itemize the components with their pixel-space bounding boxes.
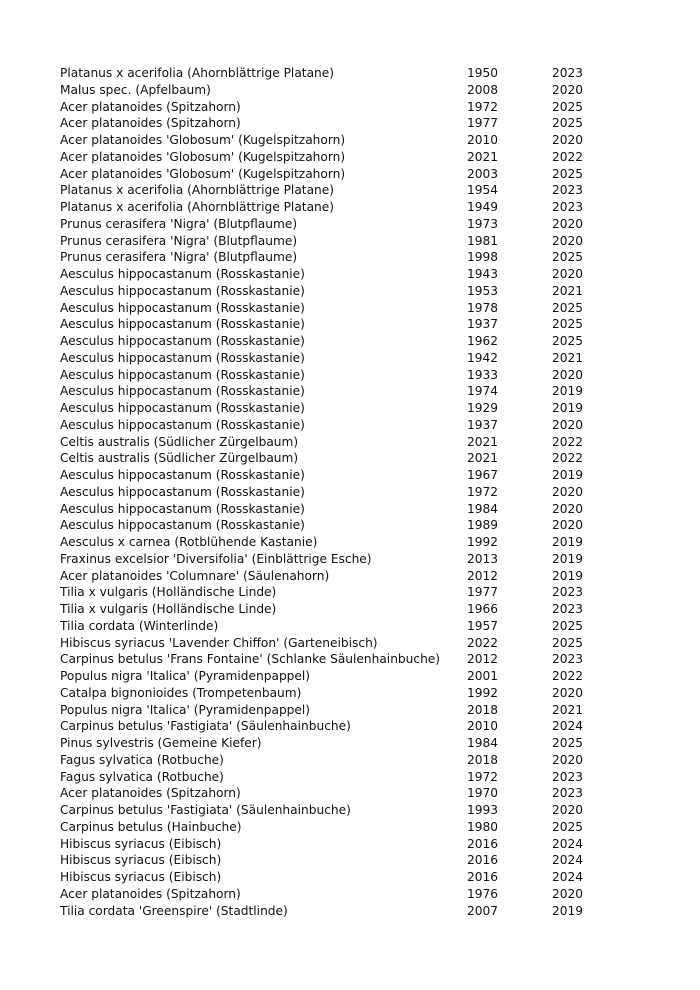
species-cell: Platanus x acerifolia (Ahornblättrige Platane) <box>60 200 335 214</box>
year-a-cell: 1949 <box>467 200 499 214</box>
table-row <box>60 233 620 250</box>
species-cell: Hibiscus syriacus 'Lavender Chiffon' (Garteneibisch) <box>60 635 378 650</box>
table-row <box>60 484 620 501</box>
year-a-cell: 1953 <box>467 283 499 298</box>
table-row <box>60 618 620 635</box>
year-a-cell: 1974 <box>467 384 499 399</box>
year-b-cell: 2019 <box>552 535 584 549</box>
year-a-cell: 1998 <box>467 250 499 265</box>
year-a-cell: 1962 <box>467 334 499 348</box>
species-cell: Acer platanoides 'Globosum' (Kugelspitzahorn) <box>60 133 346 147</box>
species-cell: Hibiscus syriacus (Eibisch) <box>60 870 222 884</box>
table-row <box>60 350 620 367</box>
year-b-cell: 2024 <box>552 870 584 884</box>
year-b-cell: 2025 <box>552 116 584 131</box>
year-a-cell: 1978 <box>467 300 499 315</box>
table-row <box>60 903 620 920</box>
species-cell: Acer platanoides (Spitzahorn) <box>60 886 241 901</box>
year-b-cell: 2020 <box>552 417 584 432</box>
species-cell: Aesculus hippocastanum (Rosskastanie) <box>60 484 305 499</box>
year-b-cell: 2025 <box>552 250 584 265</box>
year-b-cell: 2020 <box>552 886 584 901</box>
species-cell: Fraxinus excelsior 'Diversifolia' (Einblättrige Esche) <box>60 551 372 566</box>
table-row <box>60 166 620 183</box>
year-a-cell: 1977 <box>467 116 499 131</box>
year-a-cell: 2010 <box>467 133 499 147</box>
species-cell: Aesculus hippocastanum (Rosskastanie) <box>60 334 305 348</box>
species-cell: Fagus sylvatica (Rotbuche) <box>60 769 224 784</box>
species-cell: Platanus x acerifolia (Ahornblättrige Platane) <box>60 66 335 80</box>
table-row <box>60 266 620 283</box>
table-row <box>60 501 620 518</box>
species-cell: Acer platanoides (Spitzahorn) <box>60 99 241 114</box>
species-cell: Prunus cerasifera 'Nigra' (Blutpflaume) <box>60 250 298 265</box>
year-a-cell: 1970 <box>467 786 499 801</box>
year-b-cell: 2023 <box>552 183 584 198</box>
table-row <box>60 434 620 451</box>
year-a-cell: 2003 <box>467 166 499 181</box>
year-b-cell: 2020 <box>552 82 584 97</box>
table-row <box>60 886 620 903</box>
year-b-cell: 2023 <box>552 66 584 80</box>
year-b-cell: 2022 <box>552 149 584 164</box>
year-a-cell: 2013 <box>467 551 499 566</box>
year-a-cell: 1937 <box>467 417 499 432</box>
table-row <box>60 333 620 350</box>
species-cell: Tilia cordata 'Greenspire' (Stadtlinde) <box>60 903 288 918</box>
year-b-cell: 2019 <box>552 384 584 399</box>
year-a-cell: 2012 <box>467 568 499 583</box>
year-a-cell: 1954 <box>467 183 499 198</box>
year-b-cell: 2020 <box>552 803 584 817</box>
table-row <box>60 635 620 652</box>
year-a-cell: 2022 <box>467 635 499 650</box>
year-a-cell: 1937 <box>467 317 499 332</box>
table-row <box>60 584 620 601</box>
year-a-cell: 2021 <box>467 451 499 466</box>
species-cell: Aesculus x carnea (Rotblühende Kastanie) <box>60 535 318 549</box>
species-cell: Carpinus betulus 'Frans Fontaine' (Schlanke Säulenhainbuche) <box>60 652 441 667</box>
species-cell: Aesculus hippocastanum (Rosskastanie) <box>60 350 305 365</box>
year-a-cell: 2018 <box>467 752 499 767</box>
table-row <box>60 99 620 116</box>
year-a-cell: 1984 <box>467 736 499 750</box>
table-row <box>60 651 620 668</box>
species-cell: Populus nigra 'Italica' (Pyramidenpappel) <box>60 669 311 683</box>
table-row <box>60 769 620 786</box>
table-row <box>60 668 620 685</box>
year-b-cell: 2020 <box>552 133 584 147</box>
species-cell: Celtis australis (Südlicher Zürgelbaum) <box>60 434 299 449</box>
species-cell: Hibiscus syriacus (Eibisch) <box>60 836 222 851</box>
table-row <box>60 132 620 149</box>
table-row <box>60 852 620 869</box>
year-a-cell: 1972 <box>467 769 499 784</box>
year-a-cell: 1933 <box>467 367 499 382</box>
year-b-cell: 2025 <box>552 99 584 114</box>
table-row <box>60 467 620 484</box>
table-row <box>60 249 620 266</box>
year-b-cell: 2025 <box>552 819 584 834</box>
year-b-cell: 2025 <box>552 618 584 633</box>
species-cell: Acer platanoides 'Columnare' (Säulenahorn) <box>60 568 330 583</box>
year-b-cell: 2021 <box>552 350 584 365</box>
species-cell: Populus nigra 'Italica' (Pyramidenpappel) <box>60 702 311 717</box>
year-a-cell: 1966 <box>467 602 499 616</box>
species-cell: Acer platanoides (Spitzahorn) <box>60 786 241 801</box>
year-a-cell: 2008 <box>467 82 499 97</box>
table-row <box>60 551 620 568</box>
table-row <box>60 802 620 819</box>
year-a-cell: 1972 <box>467 99 499 114</box>
year-a-cell: 1977 <box>467 585 499 600</box>
table-row <box>60 216 620 233</box>
year-a-cell: 2018 <box>467 702 499 717</box>
year-b-cell: 2022 <box>552 669 584 683</box>
year-b-cell: 2023 <box>552 200 584 214</box>
year-a-cell: 2016 <box>467 870 499 884</box>
year-a-cell: 1973 <box>467 216 499 231</box>
table-row <box>60 115 620 132</box>
table-row <box>60 568 620 585</box>
species-cell: Fagus sylvatica (Rotbuche) <box>60 752 224 767</box>
year-b-cell: 2020 <box>552 752 584 767</box>
table-row <box>60 819 620 836</box>
year-b-cell: 2019 <box>552 903 584 918</box>
year-a-cell: 2007 <box>467 903 499 918</box>
year-a-cell: 1929 <box>467 401 499 415</box>
year-b-cell: 2023 <box>552 585 584 600</box>
table-row <box>60 534 620 551</box>
species-cell: Prunus cerasifera 'Nigra' (Blutpflaume) <box>60 233 298 248</box>
year-b-cell: 2023 <box>552 769 584 784</box>
year-a-cell: 2012 <box>467 652 499 667</box>
table-row <box>60 65 620 82</box>
table-row <box>60 450 620 467</box>
year-b-cell: 2025 <box>552 334 584 348</box>
species-cell: Aesculus hippocastanum (Rosskastanie) <box>60 283 305 298</box>
table-row <box>60 199 620 216</box>
year-b-cell: 2020 <box>552 233 584 248</box>
year-b-cell: 2020 <box>552 216 584 231</box>
species-cell: Carpinus betulus 'Fastigiata' (Säulenhainbuche) <box>60 719 351 734</box>
table-row <box>60 718 620 735</box>
year-b-cell: 2020 <box>552 685 584 700</box>
table-row <box>60 417 620 434</box>
table-row <box>60 869 620 886</box>
table-row <box>60 383 620 400</box>
year-a-cell: 2021 <box>467 434 499 449</box>
year-b-cell: 2019 <box>552 468 584 482</box>
year-a-cell: 1976 <box>467 886 499 901</box>
table-row <box>60 702 620 719</box>
year-a-cell: 1981 <box>467 233 499 248</box>
table-row <box>60 82 620 99</box>
species-cell: Carpinus betulus 'Fastigiata' (Säulenhainbuche) <box>60 803 351 817</box>
tree-table <box>60 65 620 919</box>
species-cell: Aesculus hippocastanum (Rosskastanie) <box>60 367 305 382</box>
year-a-cell: 1950 <box>467 66 499 80</box>
species-cell: Hibiscus syriacus (Eibisch) <box>60 853 222 868</box>
table-row <box>60 785 620 802</box>
table-row <box>60 182 620 199</box>
year-b-cell: 2022 <box>552 434 584 449</box>
species-cell: Acer platanoides (Spitzahorn) <box>60 116 241 131</box>
year-b-cell: 2019 <box>552 568 584 583</box>
species-cell: Aesculus hippocastanum (Rosskastanie) <box>60 317 305 332</box>
year-b-cell: 2019 <box>552 551 584 566</box>
year-a-cell: 1992 <box>467 535 499 549</box>
table-row <box>60 149 620 166</box>
species-cell: Aesculus hippocastanum (Rosskastanie) <box>60 417 305 432</box>
table-row <box>60 685 620 702</box>
year-b-cell: 2023 <box>552 786 584 801</box>
table-row <box>60 283 620 300</box>
species-cell: Platanus x acerifolia (Ahornblättrige Platane) <box>60 183 335 198</box>
species-cell: Aesculus hippocastanum (Rosskastanie) <box>60 267 305 281</box>
species-cell: Carpinus betulus (Hainbuche) <box>60 819 242 834</box>
year-b-cell: 2020 <box>552 518 584 533</box>
year-b-cell: 2025 <box>552 635 584 650</box>
year-b-cell: 2020 <box>552 267 584 281</box>
species-cell: Tilia cordata (Winterlinde) <box>60 618 219 633</box>
table-row <box>60 367 620 384</box>
species-cell: Aesculus hippocastanum (Rosskastanie) <box>60 401 305 415</box>
species-cell: Aesculus hippocastanum (Rosskastanie) <box>60 518 305 533</box>
year-a-cell: 2010 <box>467 719 499 734</box>
species-cell: Acer platanoides 'Globosum' (Kugelspitzahorn) <box>60 166 346 181</box>
year-b-cell: 2020 <box>552 367 584 382</box>
table-row <box>60 735 620 752</box>
species-cell: Acer platanoides 'Globosum' (Kugelspitzahorn) <box>60 149 346 164</box>
table-row <box>60 316 620 333</box>
year-a-cell: 2016 <box>467 853 499 868</box>
table-row <box>60 300 620 317</box>
species-cell: Pinus sylvestris (Gemeine Kiefer) <box>60 736 262 750</box>
year-a-cell: 2016 <box>467 836 499 851</box>
year-b-cell: 2020 <box>552 484 584 499</box>
year-b-cell: 2020 <box>552 501 584 516</box>
year-a-cell: 1992 <box>467 685 499 700</box>
year-a-cell: 1942 <box>467 350 499 365</box>
year-a-cell: 1989 <box>467 518 499 533</box>
year-b-cell: 2024 <box>552 836 584 851</box>
species-cell: Celtis australis (Südlicher Zürgelbaum) <box>60 451 299 466</box>
year-a-cell: 1980 <box>467 819 499 834</box>
year-a-cell: 1957 <box>467 618 499 633</box>
table-row <box>60 601 620 618</box>
year-b-cell: 2022 <box>552 451 584 466</box>
species-cell: Malus spec. (Apfelbaum) <box>60 82 211 97</box>
species-cell: Prunus cerasifera 'Nigra' (Blutpflaume) <box>60 216 298 231</box>
year-a-cell: 1943 <box>467 267 499 281</box>
species-cell: Tilia x vulgaris (Holländische Linde) <box>60 585 277 600</box>
species-cell: Aesculus hippocastanum (Rosskastanie) <box>60 384 305 399</box>
table-row <box>60 836 620 853</box>
year-b-cell: 2024 <box>552 853 584 868</box>
species-cell: Aesculus hippocastanum (Rosskastanie) <box>60 468 305 482</box>
year-a-cell: 1993 <box>467 803 499 817</box>
year-b-cell: 2024 <box>552 719 584 734</box>
species-cell: Aesculus hippocastanum (Rosskastanie) <box>60 300 305 315</box>
species-cell: Catalpa bignonioides (Trompetenbaum) <box>60 685 302 700</box>
year-b-cell: 2025 <box>552 300 584 315</box>
species-cell: Aesculus hippocastanum (Rosskastanie) <box>60 501 305 516</box>
year-b-cell: 2019 <box>552 401 584 415</box>
year-a-cell: 2021 <box>467 149 499 164</box>
table-row <box>60 752 620 769</box>
year-b-cell: 2025 <box>552 166 584 181</box>
year-b-cell: 2021 <box>552 283 584 298</box>
year-b-cell: 2021 <box>552 702 584 717</box>
year-a-cell: 1967 <box>467 468 499 482</box>
year-b-cell: 2023 <box>552 652 584 667</box>
year-a-cell: 2001 <box>467 669 499 683</box>
year-a-cell: 1984 <box>467 501 499 516</box>
year-b-cell: 2023 <box>552 602 584 616</box>
year-b-cell: 2025 <box>552 736 584 750</box>
table-row <box>60 400 620 417</box>
table-row <box>60 517 620 534</box>
year-a-cell: 1972 <box>467 484 499 499</box>
year-b-cell: 2025 <box>552 317 584 332</box>
species-cell: Tilia x vulgaris (Holländische Linde) <box>60 602 277 616</box>
